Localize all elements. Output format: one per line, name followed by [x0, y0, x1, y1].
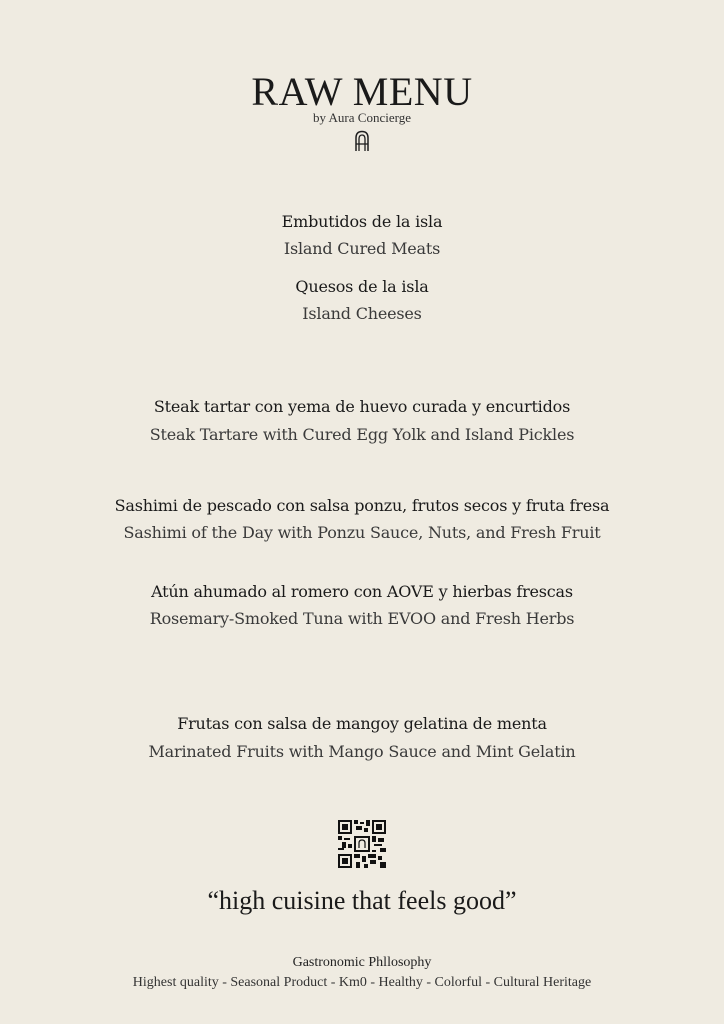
philosophy-list: Highest quality - Seasonal Product - Km0 - Healthy - Colorful - Cultural Heritage	[132, 975, 592, 990]
menu-item-en: Sashimi of the Day with Ponzu Sauce, Nuts, and Fresh Fruit	[123, 523, 601, 542]
arch-logo-icon	[354, 130, 370, 152]
philosophy-title: Gastronomic Phllosophy	[292, 955, 432, 970]
menu-item-en: Steak Tartare with Cured Egg Yolk and Island Pickles	[149, 425, 575, 444]
menu-item-en: Island Cured Meats	[283, 239, 441, 258]
menu-title: RAW MENU	[251, 69, 473, 114]
menu-subtitle: by Aura Concierge	[313, 110, 411, 125]
menu-item-en: Rosemary-Smoked Tuna with EVOO and Fresh Herbs	[149, 609, 575, 628]
qr-code[interactable]	[0, 820, 724, 868]
menu-item-es: Frutas con salsa de mangoy gelatina de menta	[177, 714, 547, 733]
menu-item-en: Island Cheeses	[302, 304, 422, 323]
menu-item-en: Marinated Fruits with Mango Sauce and Mint Gelatin	[148, 742, 576, 761]
logo	[0, 130, 724, 156]
qr-code-icon[interactable]	[338, 820, 386, 868]
menu-item-es: Quesos de la isla	[295, 277, 429, 296]
menu-item-es: Sashimi de pescado con salsa ponzu, frutos secos y fruta fresa	[114, 496, 610, 515]
menu-item-es: Embutidos de la isla	[281, 212, 443, 231]
menu-item-es: Steak tartar con yema de huevo curada y encurtidos	[153, 397, 571, 416]
menu-item-es: Atún ahumado al romero con AOVE y hierbas frescas	[151, 582, 573, 601]
tagline-quote: “high cuisine that feels good”	[207, 886, 517, 915]
